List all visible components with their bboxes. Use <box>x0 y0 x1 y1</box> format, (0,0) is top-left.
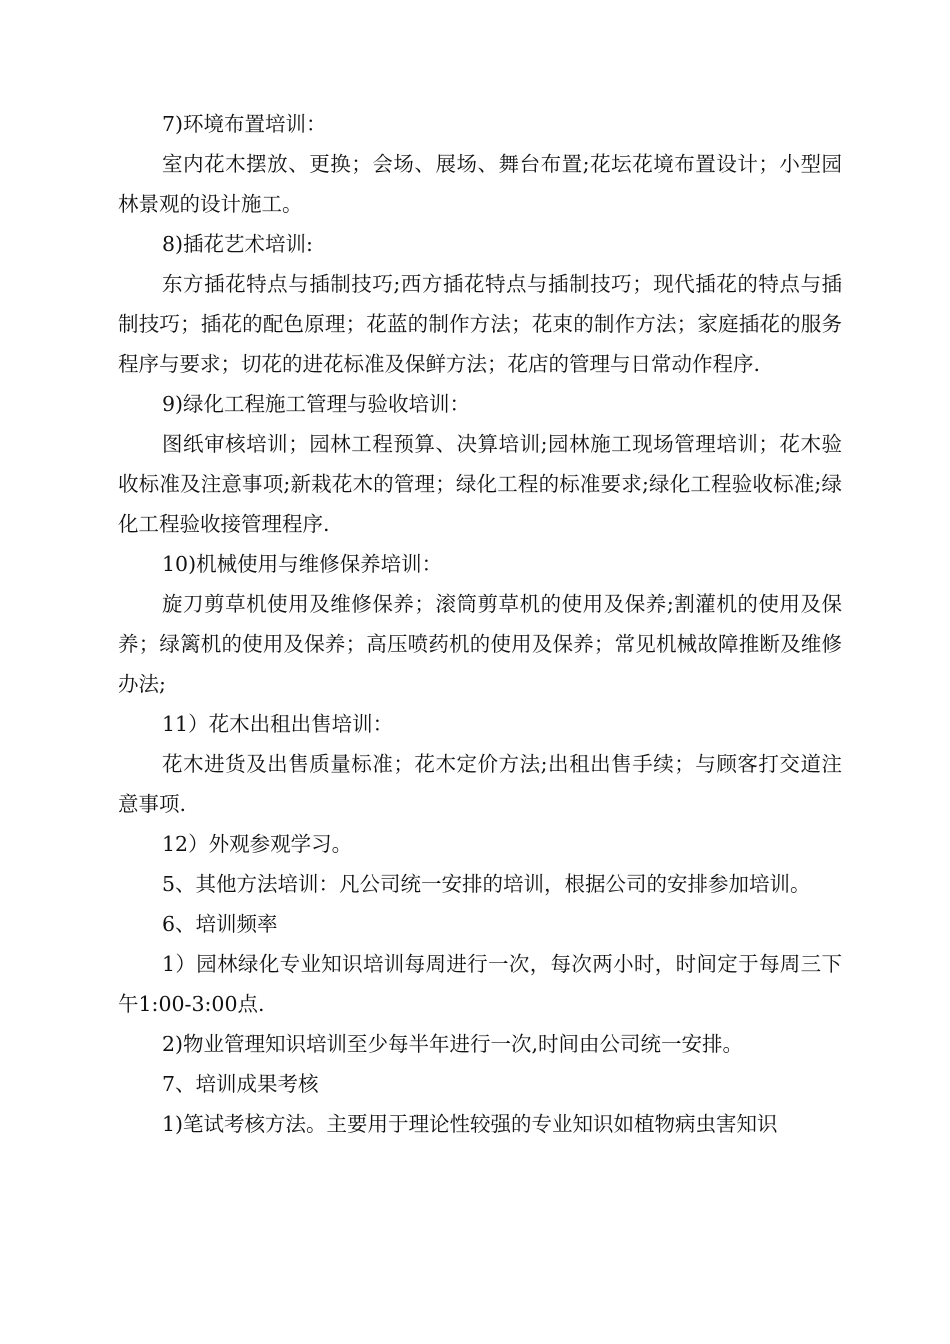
paragraph-other-training: 5、其他方法培训：凡公司统一安排的培训，根据公司的安排参加培训。 <box>162 872 811 896</box>
paragraph-greening-project-content: 图纸审核培训；园林工程预算、决算培训;园林施工现场管理培训；花木验收标准及注意事项;新栽花木的管理；绿化工程的标准要求;绿化工程验收标准;绿化工程验收接管理程序. <box>118 432 842 536</box>
paragraph-machinery-content: 旋刀剪草机使用及维修保养；滚筒剪草机的使用及保养;割灌机的使用及保养；绿篱机的使用及保养；高压喷药机的使用及保养；常见机械故障推断及维修办法; <box>118 592 842 696</box>
heading-training-frequency: 6、培训频率 <box>162 912 278 936</box>
paragraph-frequency-item-2: 2)物业管理知识培训至少每半年进行一次,时间由公司统一安排。 <box>162 1032 744 1056</box>
heading-environment-layout-training: 7)环境布置培训： <box>162 112 327 136</box>
heading-training-assessment: 7、培训成果考核 <box>162 1072 319 1096</box>
paragraph-frequency-item-1: 1）园林绿化专业知识培训每周进行一次，每次两小时，时间定于每周三下午1:00-3:00点. <box>118 952 842 1016</box>
heading-site-visit: 12）外观参观学习。 <box>162 832 353 856</box>
heading-machinery-training: 10)机械使用与维修保养培训： <box>162 552 443 576</box>
document-page <box>118 104 842 1144</box>
paragraph-environment-layout-content: 室内花木摆放、更换；会场、展场、舞台布置;花坛花境布置设计；小型园林景观的设计施工。 <box>118 152 842 216</box>
paragraph-plant-rental-content: 花木进货及出售质量标准；花木定价方法;出租出售手续；与顾客打交道注意事项. <box>118 752 842 816</box>
paragraph-flower-arrangement-content: 东方插花特点与插制技巧;西方插花特点与插制技巧；现代插花的特点与插制技巧；插花的配色原理；花蓝的制作方法；花束的制作方法；家庭插花的服务程序与要求；切花的进花标准及保鲜方法；花店的管理与日常动作程序. <box>118 272 842 376</box>
paragraph-assessment-item-1: 1)笔试考核方法。主要用于理论性较强的专业知识如植物病虫害知识 <box>162 1112 778 1136</box>
heading-flower-arrangement-training: 8)插花艺术培训: <box>162 232 313 256</box>
heading-plant-rental-training: 11）花木出租出售培训： <box>162 712 394 736</box>
heading-greening-project-training: 9)绿化工程施工管理与验收培训： <box>162 392 471 416</box>
